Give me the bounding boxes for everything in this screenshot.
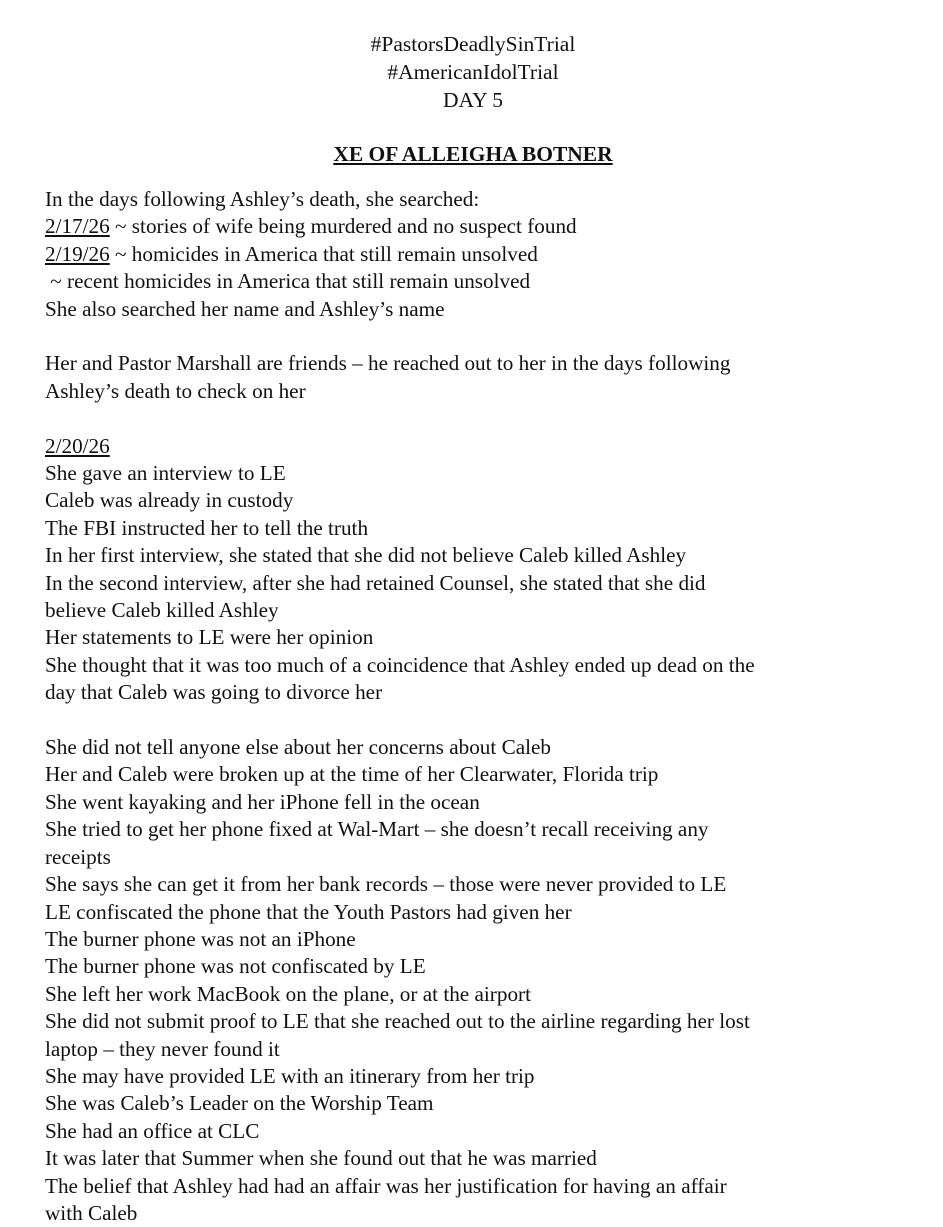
paragraph-line: LE confiscated the phone that the Youth Pastors had given her: [45, 899, 572, 924]
paragraph-line: Her statements to LE were her opinion: [45, 625, 374, 650]
paragraph-line: The FBI instructed her to tell the truth: [45, 515, 369, 540]
paragraph-line: It was later that Summer when she found out that he was married: [45, 1146, 597, 1171]
document-title: XE OF ALLEIGHA BOTNER: [333, 142, 613, 166]
paragraph-line: She tried to get her phone fixed at Wal-Mart – she doesn’t recall receiving any: [45, 817, 709, 842]
paragraph-line: She had an office at CLC: [45, 1118, 260, 1143]
hashtag-line-2: #AmericanIdolTrial: [387, 60, 559, 84]
paragraph-line: She went kayaking and her iPhone fell in the ocean: [45, 789, 480, 814]
search-text-1: ~ stories of wife being murdered and no suspect found: [109, 214, 577, 239]
paragraph-line: believe Caleb killed Ashley: [45, 598, 279, 623]
paragraph-line: She says she can get it from her bank records – those were never provided to LE: [45, 872, 727, 897]
spacer: [45, 707, 893, 734]
paragraph-line: The burner phone was not an iPhone: [45, 926, 356, 951]
paragraph-line: Caleb was already in custody: [45, 488, 294, 513]
paragraph-line: She did not submit proof to LE that she reached out to the airline regarding her lost: [45, 1009, 750, 1034]
hashtag-line-1: #PastorsDeadlySinTrial: [370, 32, 576, 56]
search-date-2: 2/19/26: [45, 241, 110, 266]
paragraph-line: day that Caleb was going to divorce her: [45, 680, 383, 705]
search-entry-2: [45, 241, 893, 268]
paragraph-line: In her first interview, she stated that she did not believe Caleb killed Ashley: [45, 543, 687, 568]
paragraph-line: She left her work MacBook on the plane, or at the airport: [45, 981, 531, 1006]
paragraph-line: Her and Pastor Marshall are friends – he reached out to her in the days following: [45, 351, 731, 376]
paragraph-line: laptop – they never found it: [45, 1036, 280, 1061]
paragraph-line: The belief that Ashley had had an affair was her justification for having an affair: [45, 1173, 727, 1198]
paragraph-line: She did not tell anyone else about her concerns about Caleb: [45, 735, 551, 760]
paragraph-line: In the second interview, after she had retained Counsel, she stated that she did: [45, 570, 706, 595]
search-date-1: 2/17/26: [45, 214, 110, 239]
interview-date: 2/20/26: [45, 433, 110, 458]
paragraph-line: Ashley’s death to check on her: [45, 378, 306, 403]
search-text-2: ~ homicides in America that still remain unsolved: [109, 241, 538, 266]
paragraph-line: She may have provided LE with an itinerary from her trip: [45, 1063, 535, 1088]
search-entry-4: She also searched her name and Ashley’s name: [45, 296, 445, 321]
searches-intro: In the days following Ashley’s death, she searched:: [45, 187, 480, 211]
paragraph-line: She gave an interview to LE: [45, 461, 286, 486]
document-body: [45, 186, 893, 1227]
search-entry-3: ~ recent homicides in America that still remain unsolved: [45, 269, 531, 294]
search-entry-1: [45, 213, 893, 240]
document-header: [53, 30, 893, 114]
day-label: DAY 5: [443, 88, 503, 112]
paragraph-line: She thought that it was too much of a coincidence that Ashley ended up dead on the: [45, 652, 755, 677]
paragraph-line: with Caleb: [45, 1200, 138, 1225]
paragraph-line: The burner phone was not confiscated by LE: [45, 954, 426, 979]
paragraph-line: Her and Caleb were broken up at the time of her Clearwater, Florida trip: [45, 762, 659, 787]
spacer: [45, 405, 893, 432]
paragraph-line: She was Caleb’s Leader on the Worship Team: [45, 1091, 434, 1116]
spacer: [45, 323, 893, 350]
paragraph-line: receipts: [45, 844, 111, 869]
